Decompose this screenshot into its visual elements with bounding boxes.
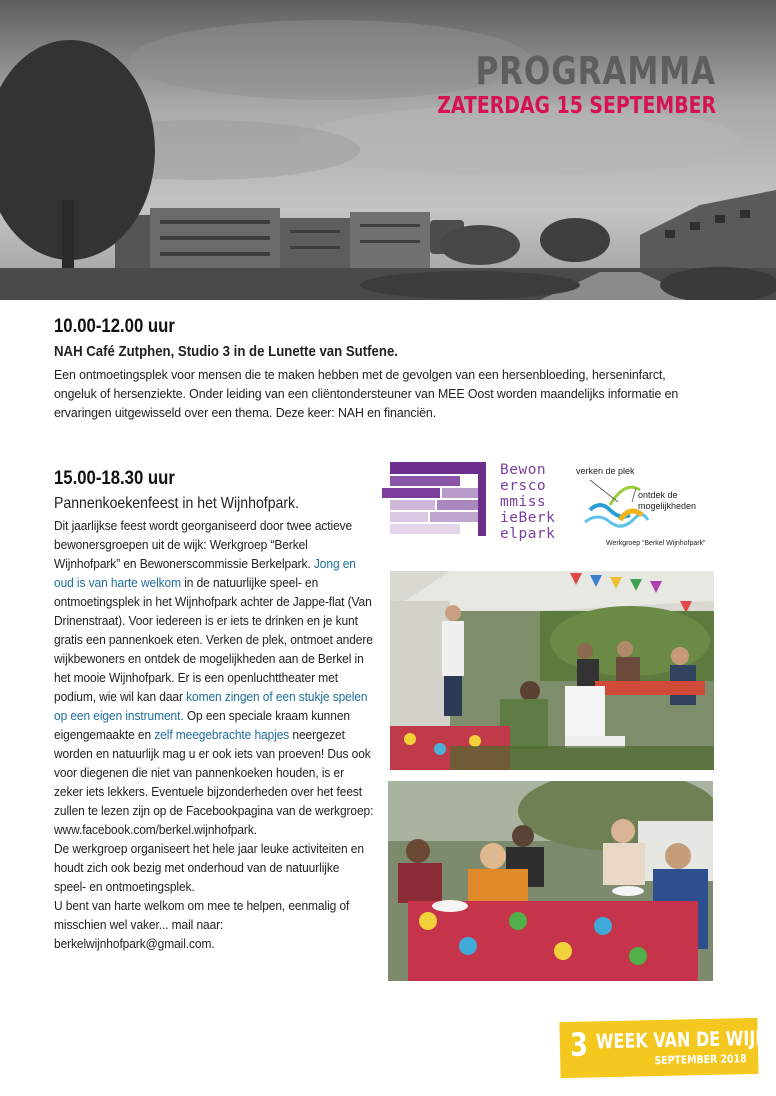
event-title: Pannenkoekenfeest in het Wijnhofpark. [54, 495, 299, 512]
header-photo [0, 0, 776, 300]
photo-party-tent [390, 571, 714, 770]
logo-text: Bewon ersco mmiss ieBerk elpark [500, 462, 556, 542]
highlight-welcome: Jong en oud is van harte welkom [54, 556, 356, 590]
paragraph-text: De werkgroep organiseert het hele jaar leuke activiteiten en houdt zich ook bezig met onderhoud van de natuurlijke speel- en ontmoetingsplek. [54, 841, 364, 894]
paragraph-text: Dit jaarlijkse feest wordt georganiseerd door twee actieve bewonersgroepen uit de wijk: Werkgroep “Berkel Wijnhofpark” en Bewonerscommissie Berkelpark. [54, 518, 353, 571]
event-nah-cafe [54, 316, 714, 422]
badge-number: 3 [569, 1025, 589, 1064]
photo-picnic-table [388, 781, 713, 981]
paragraph-text: Op een speciale kraam kunnen eigengemaakte en [54, 708, 350, 742]
logo-tag-discover: ontdek de mogelijkheden [638, 490, 697, 511]
logo-tag-explore: verken de plek [576, 466, 635, 476]
title-block [376, 50, 716, 120]
highlight-sing-play: komen zingen of een stukje spelen op een eigen instrument. [54, 689, 368, 723]
page-date: ZATERDAG 15 SEPTEMBER [437, 93, 716, 119]
paragraph-text: neergezet worden en natuurlijk mag u er ook iets van proeven! Dus ook voor diegenen die niet van pannenkoeken houden, is er zeker iets lekkers. Eventuele bijzonderheden over het feest zullen te lezen zijn op de Facebookpagina van de werkgroep: www.facebook.com/berkel.wijnhofpark. [54, 727, 374, 837]
event-location: NAH Café Zutphen, Studio 3 in de Lunette van Sutfene. [54, 343, 398, 360]
badge-title: WEEK VAN DE WIJK [595, 1025, 768, 1054]
event-time: 15.00-18.30 uur [54, 468, 175, 489]
paragraph-text: in de natuurlijke speel- en ontmoetingsplek in het Wijnhofpark achter de Jappe-flat (Van Drinenstraat). Voor iedereen is er iets te drinken en je kunt gratis een pannenkoek eten. Verken de plek, ontmoet andere wijkbewoners en ontdek de mogelijkheden aan de Berkel in het mooie Wijnhofpark. Er is een openluchttheater met podium, wie wil kan daar [54, 575, 373, 704]
event-pannenkoekenfeest [54, 468, 384, 953]
logo-caption: Werkgroep “Berkel Wijnhofpark” [606, 540, 706, 547]
week-van-de-wijk-badge [559, 1018, 768, 1078]
event-time: 10.00-12.00 uur [54, 316, 175, 337]
page-title: PROGRAMMA [475, 49, 716, 93]
paragraph-text: U bent van harte welkom om mee te helpen, eenmalig of misschien wel vaker... mail naar: berkelwijnhofpark@gmail.com. [54, 898, 350, 951]
badge-subtitle: SEPTEMBER 2018 [654, 1052, 747, 1068]
event-description: Een ontmoetingsplek voor mensen die te maken hebben met de gevolgen van een hersenbloeding, herseninfarct, ongeluk of hersenziekte. Onder leiding van een cliëntondersteuner van MEE Oost worden maandelijks informatie en ervaringen uitgewisseld over een thema. Deze keer: NAH en financiën. [54, 367, 679, 420]
event-description [54, 516, 374, 953]
werkgroep-logo [570, 460, 720, 556]
bewonerscommissie-logo [382, 460, 562, 540]
neighborhood-photo [0, 0, 776, 300]
highlight-snacks: zelf meegebrachte hapjes [154, 727, 290, 742]
